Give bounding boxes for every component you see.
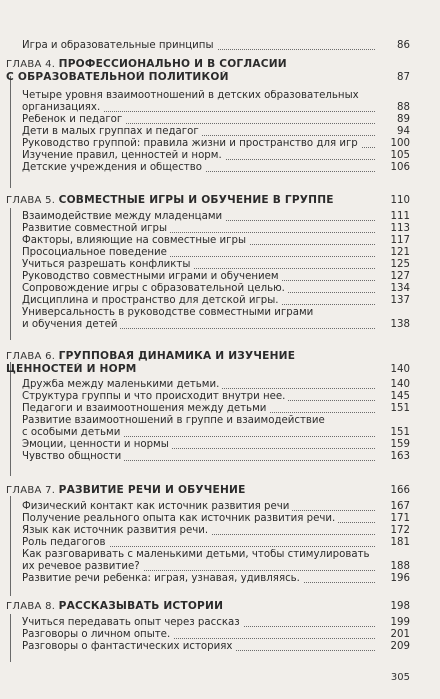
- toc-entry: Структура группы и что происходит внутри нее. 145: [22, 391, 410, 402]
- toc-entry: Развитие речи ребенка: играя, узнавая, удивляясь. 196: [22, 573, 410, 584]
- page-number: 171: [390, 513, 410, 524]
- toc-entry: Факторы, влияющие на совместные игры 117: [22, 235, 410, 246]
- toc-entry: Просоциальное поведение 121: [22, 247, 410, 258]
- chapter-heading: ГЛАВА 8. РАССКАЗЫВАТЬ ИСТОРИИ 198: [6, 600, 410, 612]
- page-number: 121: [390, 247, 410, 258]
- page-number: 166: [390, 485, 410, 496]
- toc-entry: с особыми детьми 151: [22, 427, 410, 438]
- chapter-heading-line2: С ОБРАЗОВАТЕЛЬНОЙ ПОЛИТИКОЙ 87: [6, 71, 410, 83]
- page-number: 209: [390, 641, 410, 652]
- page-number: 106: [390, 162, 410, 173]
- page-number: 159: [390, 439, 410, 450]
- page-number: 198: [390, 601, 410, 612]
- toc-entry: Дружба между маленькими детьми. 140: [22, 379, 410, 390]
- page-number: 111: [390, 211, 410, 222]
- page-number: 113: [390, 223, 410, 234]
- page-number: 181: [390, 537, 410, 548]
- page-number: 196: [390, 573, 410, 584]
- toc-entry: Изучение правил, ценностей и норм. 105: [22, 150, 410, 161]
- toc-entry: Игра и образовательные принципы 86: [22, 40, 410, 51]
- page-number: 188: [390, 561, 410, 572]
- page-number: 125: [390, 259, 410, 270]
- page-number: 87: [397, 72, 410, 83]
- toc-entry: Язык как источник развития речи. 172: [22, 525, 410, 536]
- page-number: 151: [390, 403, 410, 414]
- toc-entry: Детские учреждения и общество 106: [22, 162, 410, 173]
- page-number: 100: [390, 138, 410, 149]
- toc-entry: Чувство общности 163: [22, 451, 410, 462]
- chapter-heading: ГЛАВА 4. ПРОФЕССИОНАЛЬНО И В СОГЛАСИИ: [6, 58, 287, 70]
- page-number: 138: [390, 319, 410, 330]
- page-number: 163: [390, 451, 410, 462]
- toc-entry: Руководство группой: правила жизни и пространство для игр 100: [22, 138, 410, 149]
- toc-entry: организациях. 88: [22, 102, 410, 113]
- chapter-rule: [10, 496, 11, 596]
- page-number: 151: [390, 427, 410, 438]
- toc-entry: Развитие совместной игры 113: [22, 223, 410, 234]
- toc-entry: Разговоры о фантастических историях 209: [22, 641, 410, 652]
- page-number: 140: [390, 364, 410, 375]
- page-number: 94: [397, 126, 410, 137]
- folio-page-number: 305: [390, 672, 410, 683]
- chapter-rule: [10, 614, 11, 662]
- page-number: 86: [397, 40, 410, 51]
- chapter-rule: [10, 208, 11, 340]
- chapter-heading: ГЛАВА 7. РАЗВИТИЕ РЕЧИ И ОБУЧЕНИЕ 166: [6, 484, 410, 496]
- toc-entry: Педагоги и взаимоотношения между детьми 151: [22, 403, 410, 414]
- toc-entry: Сопровождение игры с образовательной целью. 134: [22, 283, 410, 294]
- chapter-rule: [10, 362, 11, 476]
- toc-entry: Четыре уровня взаимоотношений в детских образовательных: [22, 90, 410, 102]
- page-number: 88: [397, 102, 410, 113]
- toc-entry: Разговоры о личном опыте. 201: [22, 629, 410, 640]
- page-number: 134: [390, 283, 410, 294]
- toc-entry: Роль педагогов 181: [22, 537, 410, 548]
- chapter-rule: [10, 76, 11, 188]
- page-number: 145: [390, 391, 410, 402]
- toc-entry: Дисциплина и пространство для детской игры. 137: [22, 295, 410, 306]
- toc-entry: Ребенок и педагог 89: [22, 114, 410, 125]
- chapter-heading: ГЛАВА 5. СОВМЕСТНЫЕ ИГРЫ И ОБУЧЕНИЕ В ГРУППЕ 110: [6, 194, 410, 206]
- page-number: 201: [390, 629, 410, 640]
- toc-entry: Дети в малых группах и педагог 94: [22, 126, 410, 137]
- page-number: 117: [390, 235, 410, 246]
- page-number: 89: [397, 114, 410, 125]
- page-number: 172: [390, 525, 410, 536]
- toc-entry: Эмоции, ценности и нормы 159: [22, 439, 410, 450]
- toc-entry: Развитие взаимоотношений в группе и взаимодействие: [22, 415, 410, 427]
- toc-entry: их речевое развитие? 188: [22, 561, 410, 572]
- chapter-heading: ГЛАВА 6. ГРУППОВАЯ ДИНАМИКА И ИЗУЧЕНИЕ: [6, 350, 296, 362]
- toc-entry: и обучения детей 138: [22, 319, 410, 330]
- toc-entry: Получение реального опыта как источник развития речи. 171: [22, 513, 410, 524]
- toc-entry: Учиться передавать опыт через рассказ 199: [22, 617, 410, 628]
- toc-entry: Универсальность в руководстве совместными играми: [22, 307, 410, 319]
- chapter-heading-line2: ЦЕННОСТЕЙ И НОРМ 140: [6, 363, 410, 375]
- page-number: 127: [390, 271, 410, 282]
- toc-entry: Взаимодействие между младенцами 111: [22, 211, 410, 222]
- toc-entry: Физический контакт как источник развития речи 167: [22, 501, 410, 512]
- page-number: 140: [390, 379, 410, 390]
- toc-entry: Учиться разрешать конфликты 125: [22, 259, 410, 270]
- page-number: 105: [390, 150, 410, 161]
- page-number: 137: [390, 295, 410, 306]
- toc-entry: Руководство совместными играми и обучением 127: [22, 271, 410, 282]
- page-number: 167: [390, 501, 410, 512]
- toc-entry: Как разговаривать с маленькими детьми, чтобы стимулировать: [22, 549, 410, 561]
- page-number: 110: [390, 195, 410, 206]
- page-number: 199: [390, 617, 410, 628]
